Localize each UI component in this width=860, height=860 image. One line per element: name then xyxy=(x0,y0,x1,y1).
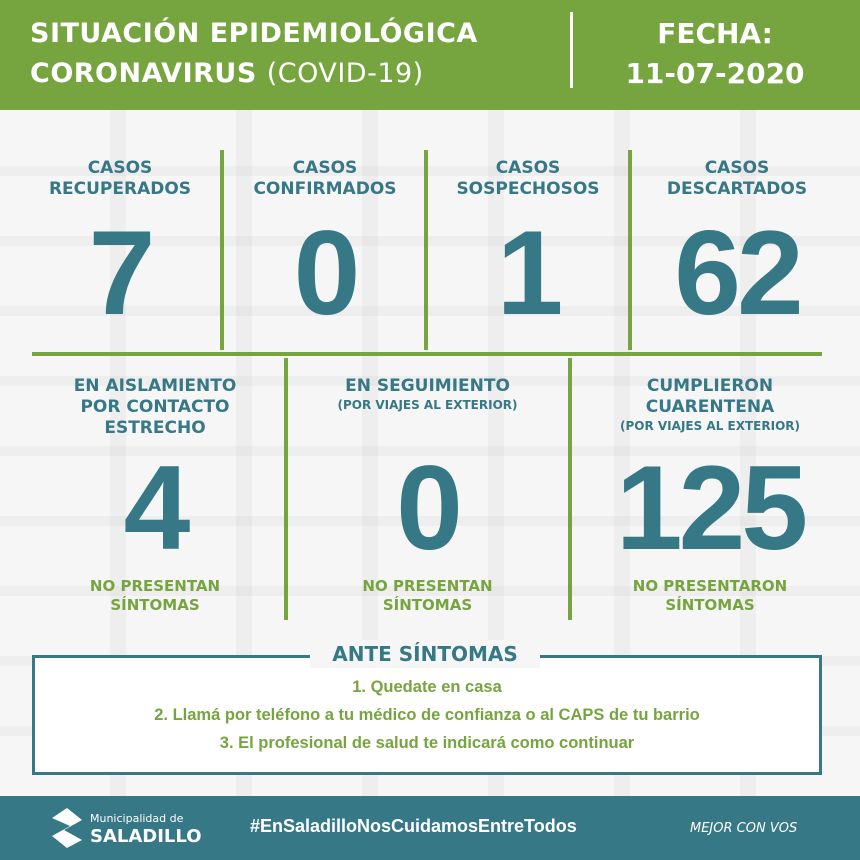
stat-label: CUARENTENA xyxy=(645,397,775,417)
stat-label: CONFIRMADOS xyxy=(253,179,397,199)
divider xyxy=(424,150,428,350)
stat-value: 62 xyxy=(674,206,800,340)
footer xyxy=(0,796,860,860)
divider xyxy=(32,352,822,356)
hashtag: #EnSaladilloNosCuidamosEntreTodos xyxy=(250,816,577,836)
stat-value: 0 xyxy=(396,441,459,575)
stat-label: POR CONTACTO xyxy=(80,397,230,417)
stat-recuperados xyxy=(20,158,220,342)
divider xyxy=(220,150,224,350)
stat-note: SÍNTOMAS xyxy=(110,596,200,614)
stat-label: ESTRECHO xyxy=(104,418,206,438)
stat-label: CUMPLIERON xyxy=(646,376,774,396)
symptom-step: 3. El profesional de salud te indicará como continuar xyxy=(219,734,635,752)
stat-label: EN SEGUIMIENTO xyxy=(345,376,510,396)
stat-note: SÍNTOMAS xyxy=(665,596,755,614)
stat-value: 0 xyxy=(293,206,357,340)
stat-value: 1 xyxy=(496,206,560,340)
divider xyxy=(628,150,632,350)
symptom-step: 1. Quedate en casa xyxy=(352,678,502,696)
stat-cuarentena xyxy=(575,376,845,615)
title-line2: CORONAVIRUS xyxy=(30,58,257,89)
stat-note: SÍNTOMAS xyxy=(382,596,473,614)
stat-label: SOSPECHOSOS xyxy=(456,179,600,199)
stat-value: 125 xyxy=(615,441,805,575)
stat-value: 7 xyxy=(88,206,152,340)
symptoms-title: ANTE SÍNTOMAS xyxy=(310,640,540,668)
stat-label: RECUPERADOS xyxy=(48,179,192,199)
stat-label: EN AISLAMIENTO xyxy=(73,376,237,396)
stat-note: NO PRESENTARON xyxy=(632,577,788,595)
title-line1: SITUACIÓN EPIDEMIOLÓGICA xyxy=(30,18,478,49)
header xyxy=(0,0,860,110)
page-title xyxy=(30,14,478,94)
symptom-step: 2. Llamá por teléfono a tu médico de confianza o al CAPS de tu barrio xyxy=(154,706,700,724)
divider xyxy=(284,358,288,620)
title-paren: (COVID-19) xyxy=(266,58,424,89)
stat-sospechosos xyxy=(428,158,628,342)
date-value: 11-07-2020 xyxy=(625,57,805,90)
stat-note: NO PRESENTAN xyxy=(362,577,493,595)
stat-label: DESCARTADOS xyxy=(666,179,808,199)
stat-value: 4 xyxy=(123,441,187,575)
stat-sublabel: (POR VIAJES AL EXTERIOR) xyxy=(337,398,518,412)
stat-label: CASOS xyxy=(87,158,153,178)
divider xyxy=(568,358,572,620)
stat-label: CASOS xyxy=(292,158,358,178)
stat-sublabel: (POR VIAJES AL EXTERIOR) xyxy=(620,419,800,433)
stat-descartados xyxy=(632,158,842,342)
date-label: FECHA: xyxy=(657,17,773,50)
stat-seguimiento xyxy=(290,376,565,615)
stat-aislamiento xyxy=(30,376,280,615)
date-block xyxy=(590,14,840,94)
stat-label: CASOS xyxy=(704,158,770,178)
stat-confirmados xyxy=(225,158,425,342)
logo-large-text: SALADILLO xyxy=(90,826,202,847)
stat-note: NO PRESENTAN xyxy=(89,577,221,595)
slogan: MEJOR CON VOS xyxy=(690,821,798,836)
logo-small-text: Municipalidad de xyxy=(90,812,184,825)
stat-label: CASOS xyxy=(495,158,561,178)
header-divider xyxy=(570,12,573,88)
saladillo-logo-icon xyxy=(52,808,82,848)
